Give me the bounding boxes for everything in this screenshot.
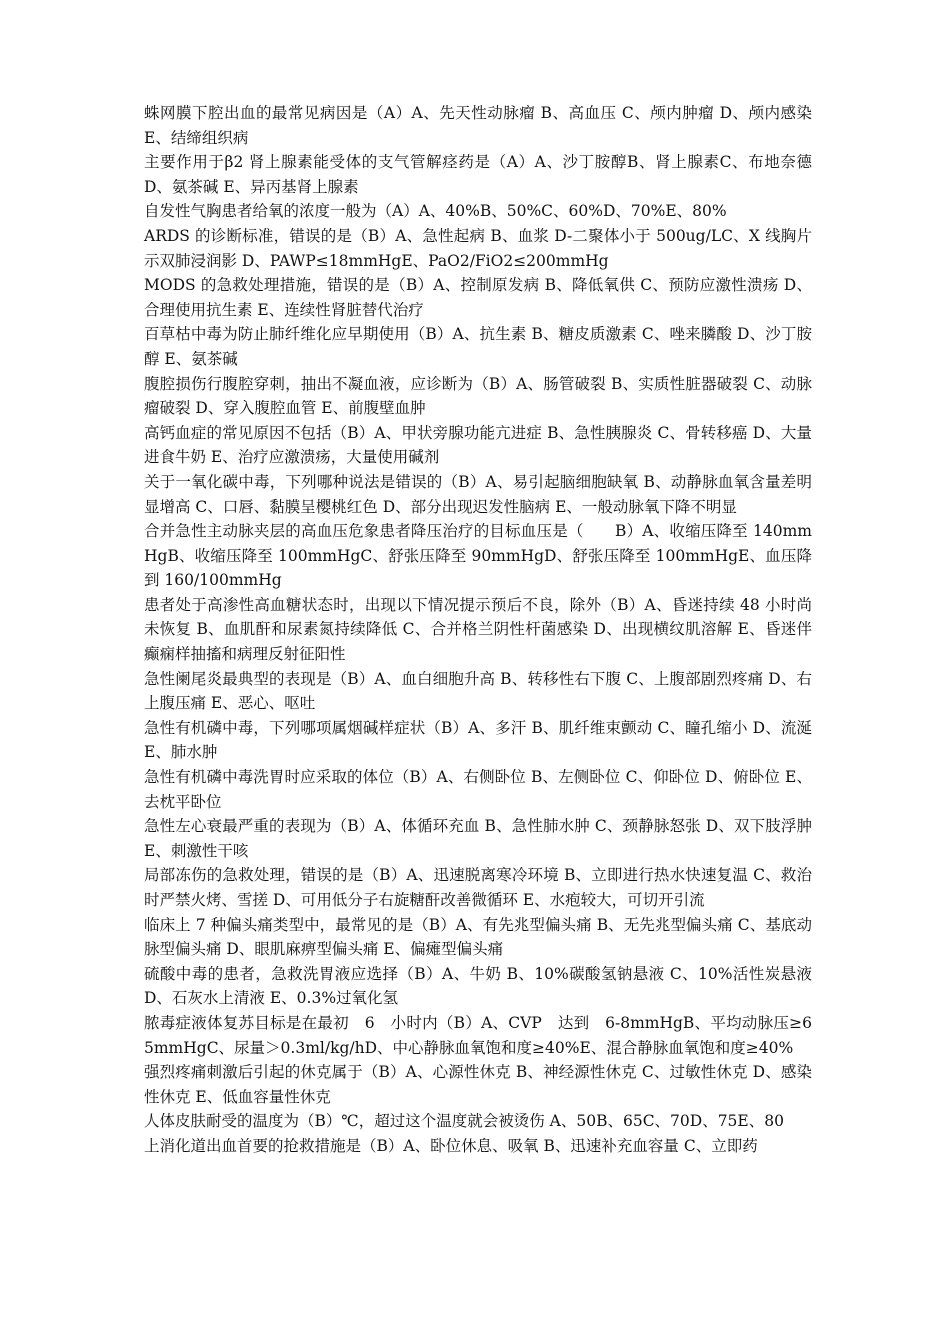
- question-7: 腹腔损伤行腹腔穿刺，抽出不凝血液，应诊断为（B）A、肠管破裂 B、实质性脏器破裂 C、动脉瘤破裂 D、穿入腹腔血管 E、前腹壁血肿: [144, 374, 812, 418]
- question-5: MODS 的急救处理措施，错误的是（B）A、控制原发病 B、降低氧供 C、预防应激性溃疡 D、合理使用抗生素 E、连续性肾脏替代治疗: [144, 276, 812, 319]
- question-12: 急性阑尾炎最典型的表现是（B）A、血白细胞升高 B、转移性右下腹 C、上腹部剧烈疼痛 D、右上腹压痛 E、恶心、呕吐: [144, 669, 812, 713]
- question-11: 患者处于高渗性高血糖状态时，出现以下情况提示预后不良，除外（B）A、昏迷持续 48 小时尚未恢复 B、血肌酐和尿素氮持续降低 C、合并格兰阴性杆菌感染 D、出现横纹肌溶解 E、昏迷伴癫痫样抽搐和病理反射征阳性: [144, 595, 812, 664]
- question-21: 人体皮肤耐受的温度为（B）℃，超过这个温度就会被烫伤 A、50B、65C、70D、75E、80: [144, 1112, 784, 1131]
- question-9: 关于一氧化碳中毒，下列哪种说法是错误的（B）A、易引起脑细胞缺氧 B、动静脉血氧含量差明显增高 C、口唇、黏膜呈樱桃红色 D、部分出现迟发性脑病 E、一般动脉氧下降不明显: [144, 472, 812, 516]
- question-14: 急性有机磷中毒洗胃时应采取的体位（B）A、右侧卧位 B、左侧卧位 C、仰卧位 D、俯卧位 E、去枕平卧位: [144, 768, 812, 811]
- question-8: 高钙血症的常见原因不包括（B）A、甲状旁腺功能亢进症 B、急性胰腺炎 C、骨转移癌 D、大量进食牛奶 E、治疗应激溃疡，大量使用碱剂: [144, 423, 812, 467]
- question-1: 蛛网膜下腔出血的最常见病因是（A）A、先天性动脉瘤 B、高血压 C、颅内肿瘤 D、颅内感染 E、结缔组织病: [144, 104, 812, 147]
- question-20: 强烈疼痛刺激后引起的休克属于（B）A、心源性休克 B、神经源性休克 C、过敏性休克 D、感染性休克 E、低血容量性休克: [144, 1063, 812, 1106]
- question-17: 临床上 7 种偏头痛类型中，最常见的是（B）A、有先兆型偏头痛 B、无先兆型偏头痛 C、基底动脉型偏头痛 D、眼肌麻痹型偏头痛 E、偏瘫型偏头痛: [144, 915, 812, 959]
- question-2: 主要作用于β2 肾上腺素能受体的支气管解痉药是（A）A、沙丁胺醇B、肾上腺素C、布地奈德 D、氨茶碱 E、异丙基肾上腺素: [144, 153, 812, 196]
- question-13: 急性有机磷中毒，下列哪项属烟碱样症状（B）A、多汗 B、肌纤维束颤动 C、瞳孔缩小 D、流涎 E、肺水肿: [144, 718, 812, 762]
- question-10: 合并急性主动脉夹层的高血压危象患者降压治疗的目标血压是（ B）A、收缩压降至 140mmHgB、收缩压降至 100mmHgC、舒张压降至 90mmHgD、舒张压降至 100mmHgE、血压降到 160/100mmHg: [144, 522, 812, 590]
- question-6: 百草枯中毒为防止肺纤维化应早期使用（B）A、抗生素 B、糖皮质激素 C、唑来膦酸 D、沙丁胺醇 E、氨茶碱: [144, 325, 812, 368]
- question-15: 急性左心衰最严重的表现为（B）A、体循环充血 B、急性肺水肿 C、颈静脉怒张 D、双下肢浮肿 E、刺激性干咳: [144, 817, 812, 860]
- question-22: 上消化道出血首要的抢救措施是（B）A、卧位休息、吸氧 B、迅速补充血容量 C、立即药: [144, 1136, 758, 1155]
- question-19: 脓毒症液体复苏目标是在最初 6 小时内（B）A、CVP 达到 6-8mmHgB、平均动脉压≥65mmHgC、尿量＞0.3ml/kg/hD、中心静脉血氧饱和度≥40%E、混合静脉血氧饱和度≥40%: [144, 1013, 812, 1057]
- question-16: 局部冻伤的急救处理，错误的是（B）A、迅速脱离寒冷环境 B、立即进行热水快速复温 C、救治时严禁火烤、雪搓 D、可用低分子右旋糖酐改善微循环 E、水疱较大，可切开引流: [144, 866, 812, 909]
- question-list: [144, 101, 812, 1159]
- question-18: 硫酸中毒的患者，急救洗胃液应选择（B）A、牛奶 B、10%碳酸氢钠悬液 C、10%活性炭悬液 D、石灰水上清液 E、0.3%过氧化氢: [144, 964, 812, 1008]
- question-4: ARDS 的诊断标准，错误的是（B）A、急性起病 B、血浆 D-二聚体小于 500ug/LC、X 线胸片示双肺浸润影 D、PAWP≤18mmHgE、PaO2/FiO2≤200mmHg: [144, 226, 812, 270]
- question-3: 自发性气胸患者给氧的浓度一般为（A）A、40%B、50%C、60%D、70%E、80%: [144, 202, 727, 221]
